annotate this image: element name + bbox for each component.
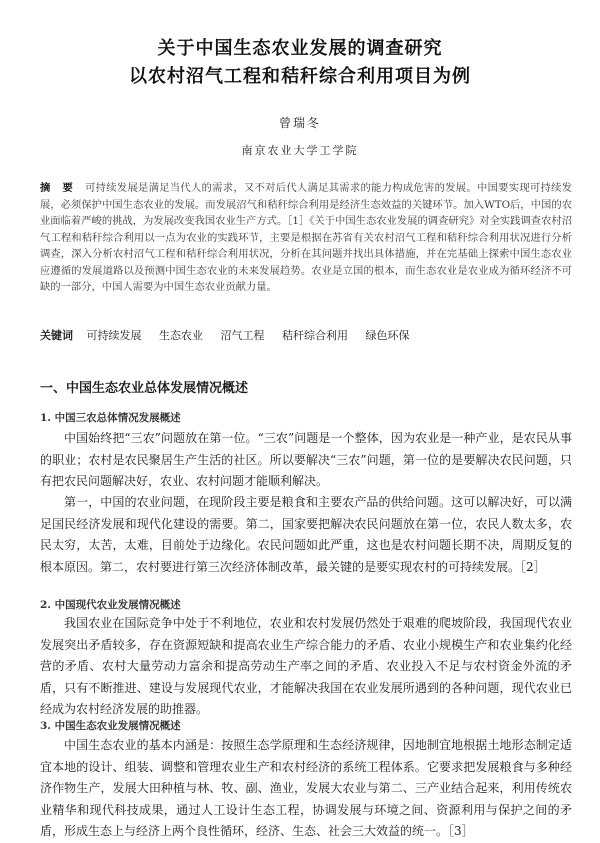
paper-title-line1: 关于中国生态农业发展的调查研究	[157, 38, 443, 59]
keywords	[40, 328, 572, 344]
keyword: 沼气工程	[220, 329, 265, 342]
body-paragraph: 我国农业在国际竞争中处于不利地位，农业和农村发展仍然处于艰难的爬坡阶段，我国现代农业发展突出矛盾较多，存在资源短缺和提高农业生产综合能力的矛盾、农业小规模生产和农业集约化经营的矛盾、农村大量劳动力富余和提高劳动生产率之间的矛盾、农业投入不足与农村资金外流的矛盾，只有不断推进、建设与发展现代农业，才能解决我国在农业发展所遇到的各种问题，现代农业已经成为农村经济发展的助推器。	[40, 616, 572, 716]
subsection-heading: 2. 中国现代农业发展情况概述	[40, 599, 181, 611]
author-name: 曾瑞冬	[278, 116, 321, 130]
keyword: 绿色环保	[365, 329, 410, 342]
abstract-text: 可持续发展是满足当代人的需求，又不对后代人满足其需求的能力构成危害的发展。中国要实现可持续发展，必须保护中国生态农业的发展。而发展沼气和秸秆综合利用是经济生态效益的关键环节。加入WTO后，中国的农业面临着严峻的挑战，为发展改变我国农业生产方式。［1］《关于中国生态农业发展的调查研究》对全实践调查农村沼气工程和秸秆综合利用以一点为农业的实践环节，主要是根据在苏省有关农村沼气工程和秸秆综合利用状况进行分析调查，深入分析农村沼气工程和秸秆综合利用状况，分析在其问题并找出具体措施，并在完基础上探索中国生态农业应遵循的发展道路以及预测中国生态农业的未来发展趋势。农业是立国的根本，而生态农业是农业成为循环经济不可缺的一部分，中国人需要为中国生态农业贡献力量。	[40, 182, 573, 293]
body-paragraph: 中国始终把“三农”问题放在第一位。“三农”问题是一个整体，因为农业是一种产业，是农民从事的职业；农村是农民聚居生产生活的社区。所以要解决“三农”问题，第一位的是要解决农民问题，只有把农民问题解决好，农业、农村问题才能顺利解决。	[40, 431, 572, 488]
author-affiliation: 南京农业大学工学院	[241, 144, 359, 157]
body-paragraph: 第一，中国的农业问题，在现阶段主要是粮食和主要农产品的供给问题。这可以解决好，可以满足国民经济发展和现代化建设的需要。第二，国家要把解决农民问题放在第一位，农民人数太多，农民太穷，太苦，太难，目前处于边缘化。农民问题如此严重，这也是农村问题长期不决，周期反复的根本原因。第二，农村要进行第三次经济体制改革，最关键的是要实现农村的可持续发展。［2］	[40, 495, 572, 574]
abstract-label: 摘 要	[40, 182, 78, 194]
section-heading: 一、中国生态农业总体发展情况概述	[40, 381, 249, 396]
keywords-label: 关键词	[40, 329, 73, 342]
body-paragraph: 中国生态农业的基本内涵是：按照生态学原理和生态经济规律，因地制宜地根据土地形态制定适宜本地的设计、组装、调整和管理农业生产和农村经济的系统工程体系。它要求把发展粮食与多种经济作物生产，发展大田种植与林、牧、副、渔业，发展大农业与第二、三产业结合起来，利用传统农业精华和现代科技成果，通过人工设计生态工程，协调发展与环境之间、资源利用与保护之间的矛盾，形成生态上与经济上两个良性循环，经济、生态、社会三大效益的统一。［3］	[40, 738, 572, 838]
paper-title-line2: 以农村沼气工程和秸秆综合利用项目为例	[129, 66, 471, 87]
abstract	[40, 180, 572, 296]
subsection-heading: 1. 中国三农总体情况发展概述	[40, 412, 181, 424]
keyword: 生态农业	[159, 329, 203, 342]
keyword: 秸秆综合利用	[282, 329, 348, 342]
keyword: 可持续发展	[86, 329, 142, 342]
subsection-heading: 3. 中国生态农业发展情况概述	[40, 720, 181, 732]
